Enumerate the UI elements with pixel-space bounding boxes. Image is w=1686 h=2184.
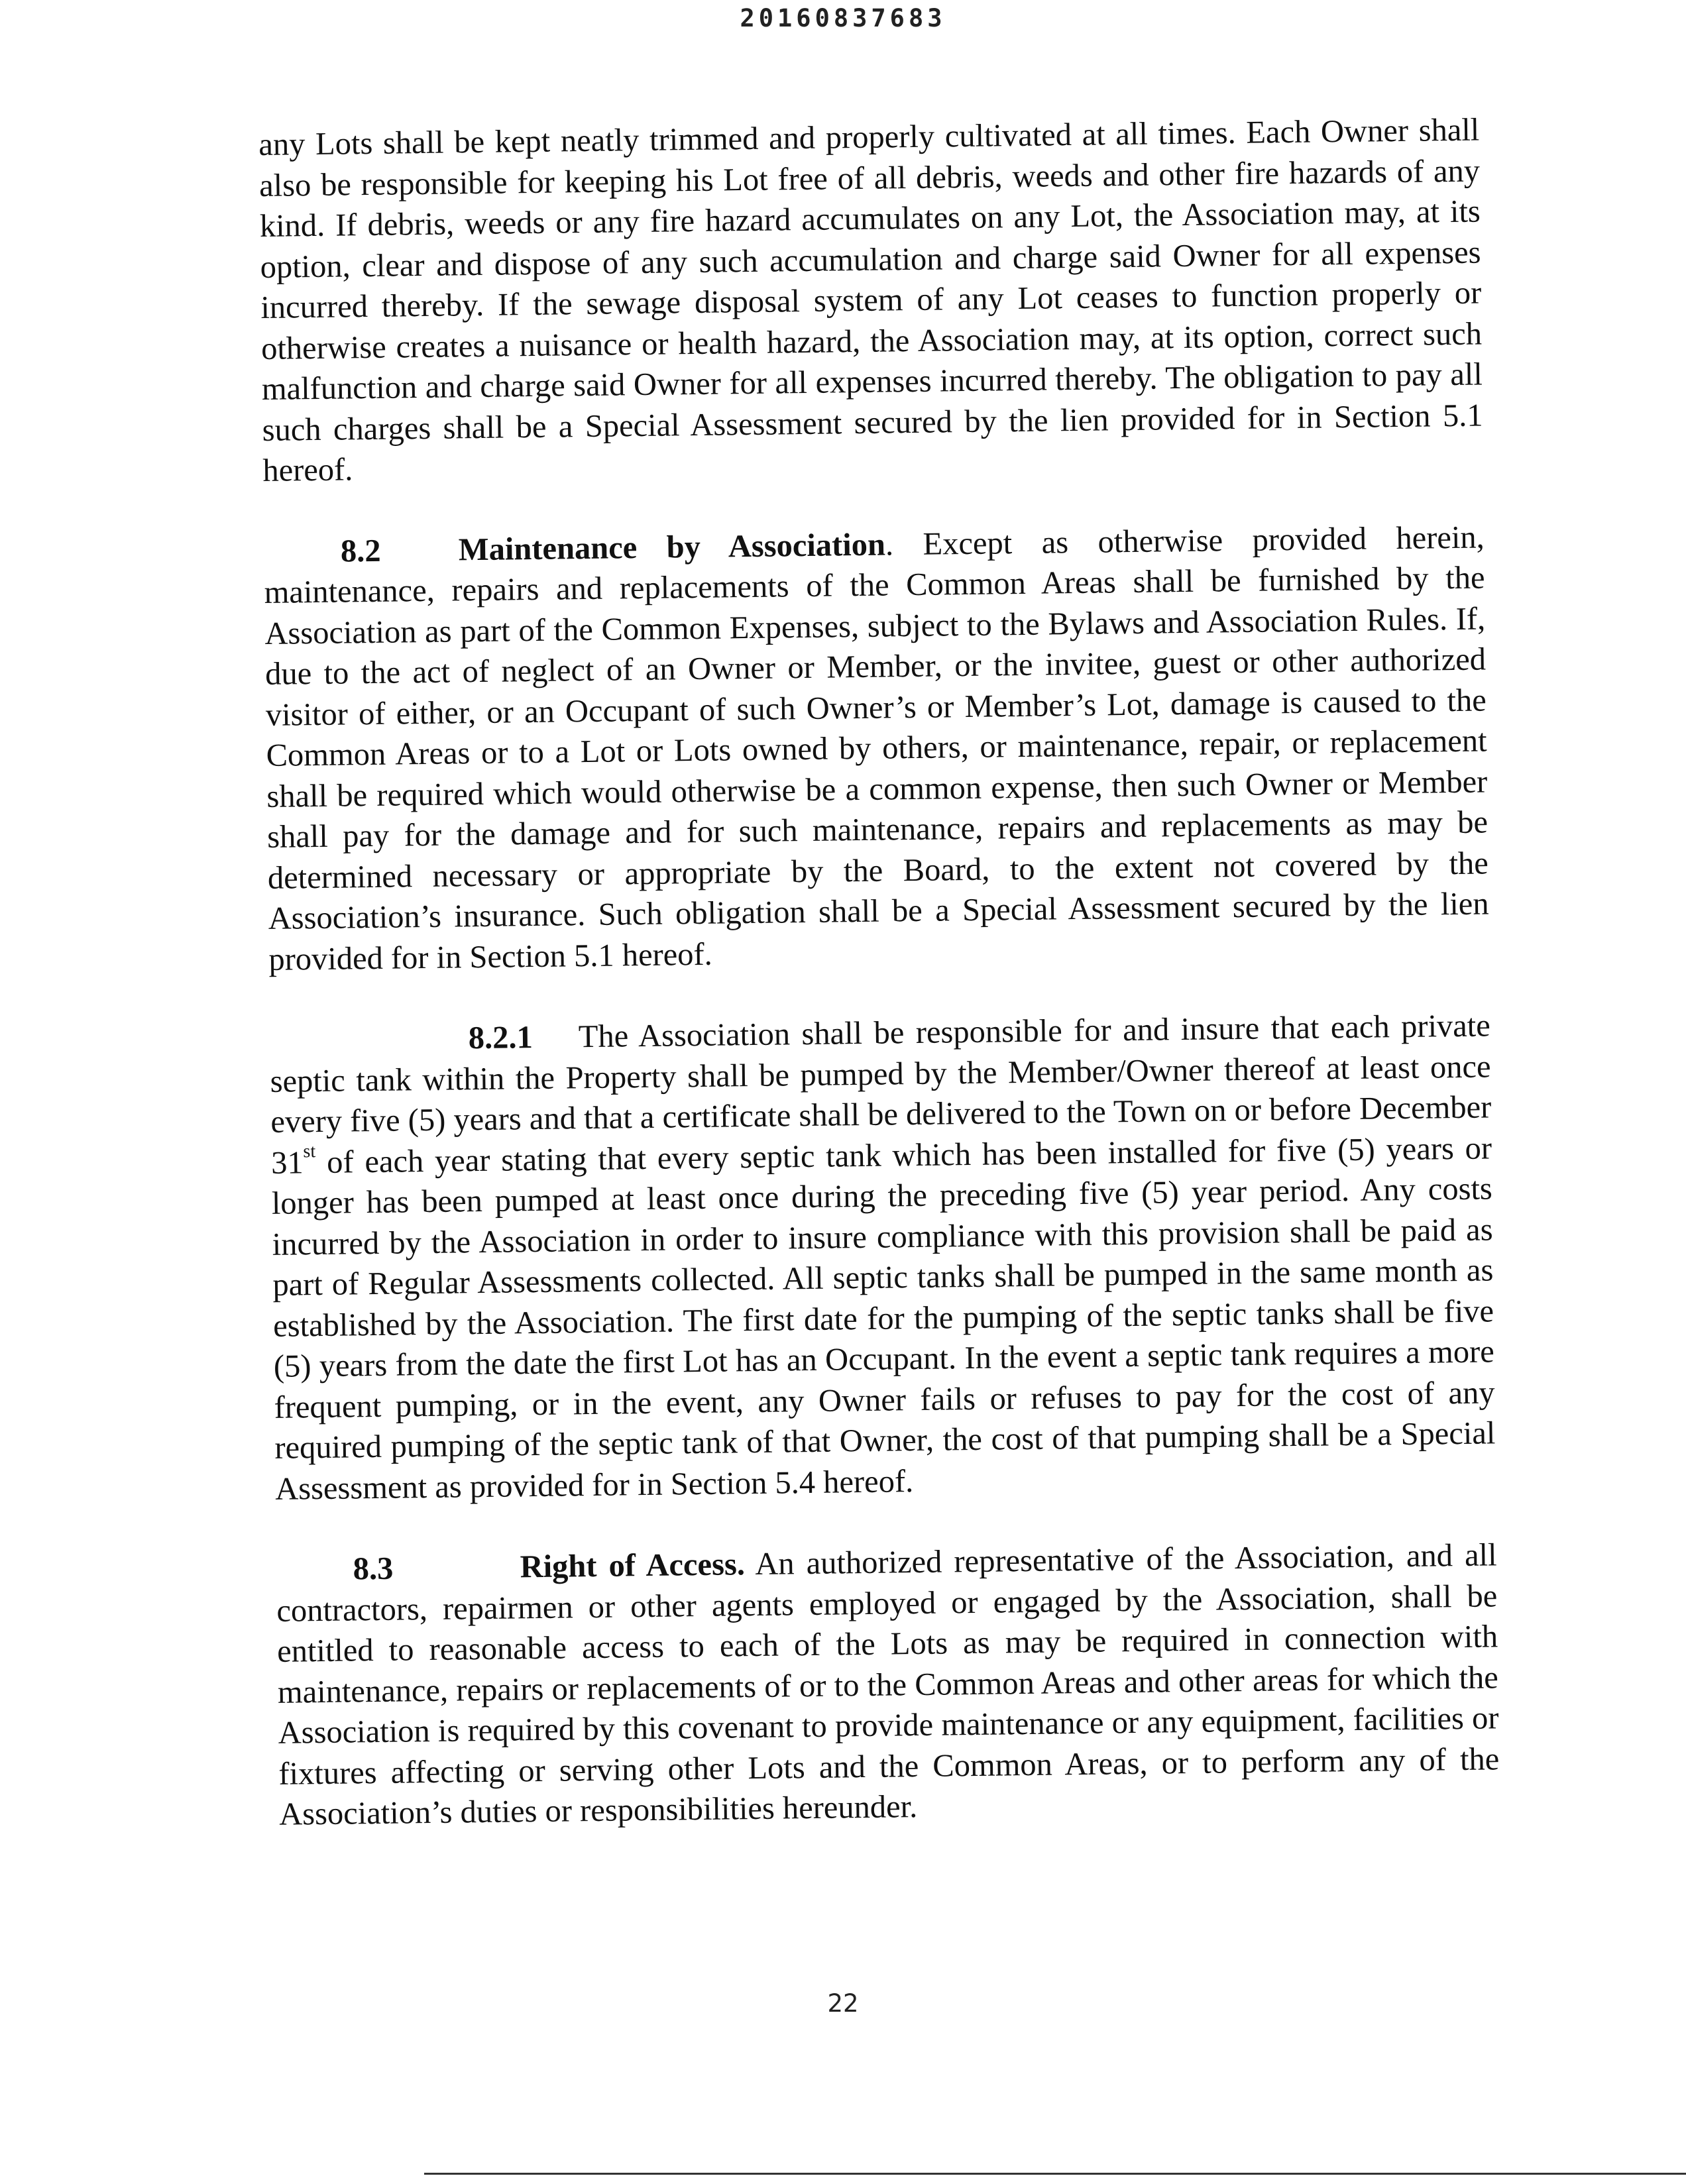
section-number: 8.2	[340, 533, 381, 569]
section-number: 8.2.1	[468, 1020, 534, 1056]
section-heading: Maintenance by Association	[458, 526, 886, 567]
superscript-suffix: st	[303, 1140, 316, 1162]
document-number: 20160837683	[740, 4, 946, 32]
page-number: 22	[827, 1989, 859, 2018]
paragraph-text: any Lots shall be kept neatly trimmed and properly cultivated at all times. Each Owner shall also be responsible for keeping his Lot free of all debris, weeds and other fire hazards of any kind. If debris, weeds or any fire hazard accumulates on any Lot, the Association may, at its option, clear and dispose of any such accumulation and charge said Owner for all expenses incurred thereby. If the sewage disposal system of any Lot ceases to function properly or otherwise creates a nuisance or health hazard, the Association may, at its option, correct such malfunction and charge said Owner for all expenses incurred thereby. The obligation to pay all such charges shall be a Special Assessment secured by the lien provided for in Section 5.1 hereof.	[258, 112, 1483, 488]
section-8-3	[276, 1535, 1500, 1835]
section-text: . Except as otherwise provided herein, maintenance, repairs and replacements of the Common Areas shall be furnished by the Association as part of the Common Expenses, subject to the Bylaws and Association Rules. If, due to the act of neglect of an Owner or Member, or the invitee, guest or other authorized visitor of either, or an Occupant of such Owner’s or Member’s Lot, damage is caused to the Common Areas or to a Lot or Lots owned by others, or maintenance, repair, or replacement shall be required which would otherwise be a common expense, then such Owner or Member shall pay for the damage and for such maintenance, repairs and replacements as may be determined necessary or appropriate by the Board, to the extent not covered by the Association’s insurance. Such obligation shall be a Special Assessment secured by the lien provided for in Section 5.1 hereof.	[264, 519, 1489, 977]
section-number: 8.3	[353, 1551, 394, 1587]
document-body	[258, 109, 1500, 1835]
paragraph-continuation	[258, 109, 1484, 491]
section-text-continued: of each year stating that every septic tank which has been installed for five (5) years or longer has been pumped at least once during the preceding five (5) year period. Any costs incurred by the Association in order to insure compliance with this provision shall be paid as part of Regular Assessments collected. All septic tanks shall be pumped in the same month as established by the Association. The first date for the pumping of the septic tanks shall be five (5) years from the date the first Lot has an Occupant. In the event a septic tank requires a more frequent pumping, or in the event, any Owner fails or refuses to pay for the cost of any required pumping of the septic tank of that Owner, the cost of that pumping shall be a Special Assessment as provided for in Section 5.4 hereof.	[271, 1130, 1496, 1507]
section-8-2-1	[270, 1005, 1496, 1509]
section-text: An authorized representative of the Association, and all contractors, repairmen or other agents employed or engaged by the Association, shall be entitled to reasonable access to each of the Lots as may be required in connection with maintenance, repairs or replacements of or to the Common Areas and other areas for which the Association is required by this covenant to provide maintenance or any equipment, facilities or fixtures affecting or serving other Lots and the Common Areas, or to perform any of the Association’s duties or responsibilities hereunder.	[276, 1537, 1500, 1832]
section-heading: Right of Access.	[520, 1547, 746, 1585]
bottom-rule-divider	[424, 2173, 1686, 2175]
section-text: The Association shall be responsible for and insure that each private septic tank within the Property shall be pumped by the Member/Owner thereof at least once every five (5) years and that a certificate shall be delivered to the Town on or before December 31	[270, 1008, 1492, 1181]
section-8-2	[264, 517, 1490, 980]
